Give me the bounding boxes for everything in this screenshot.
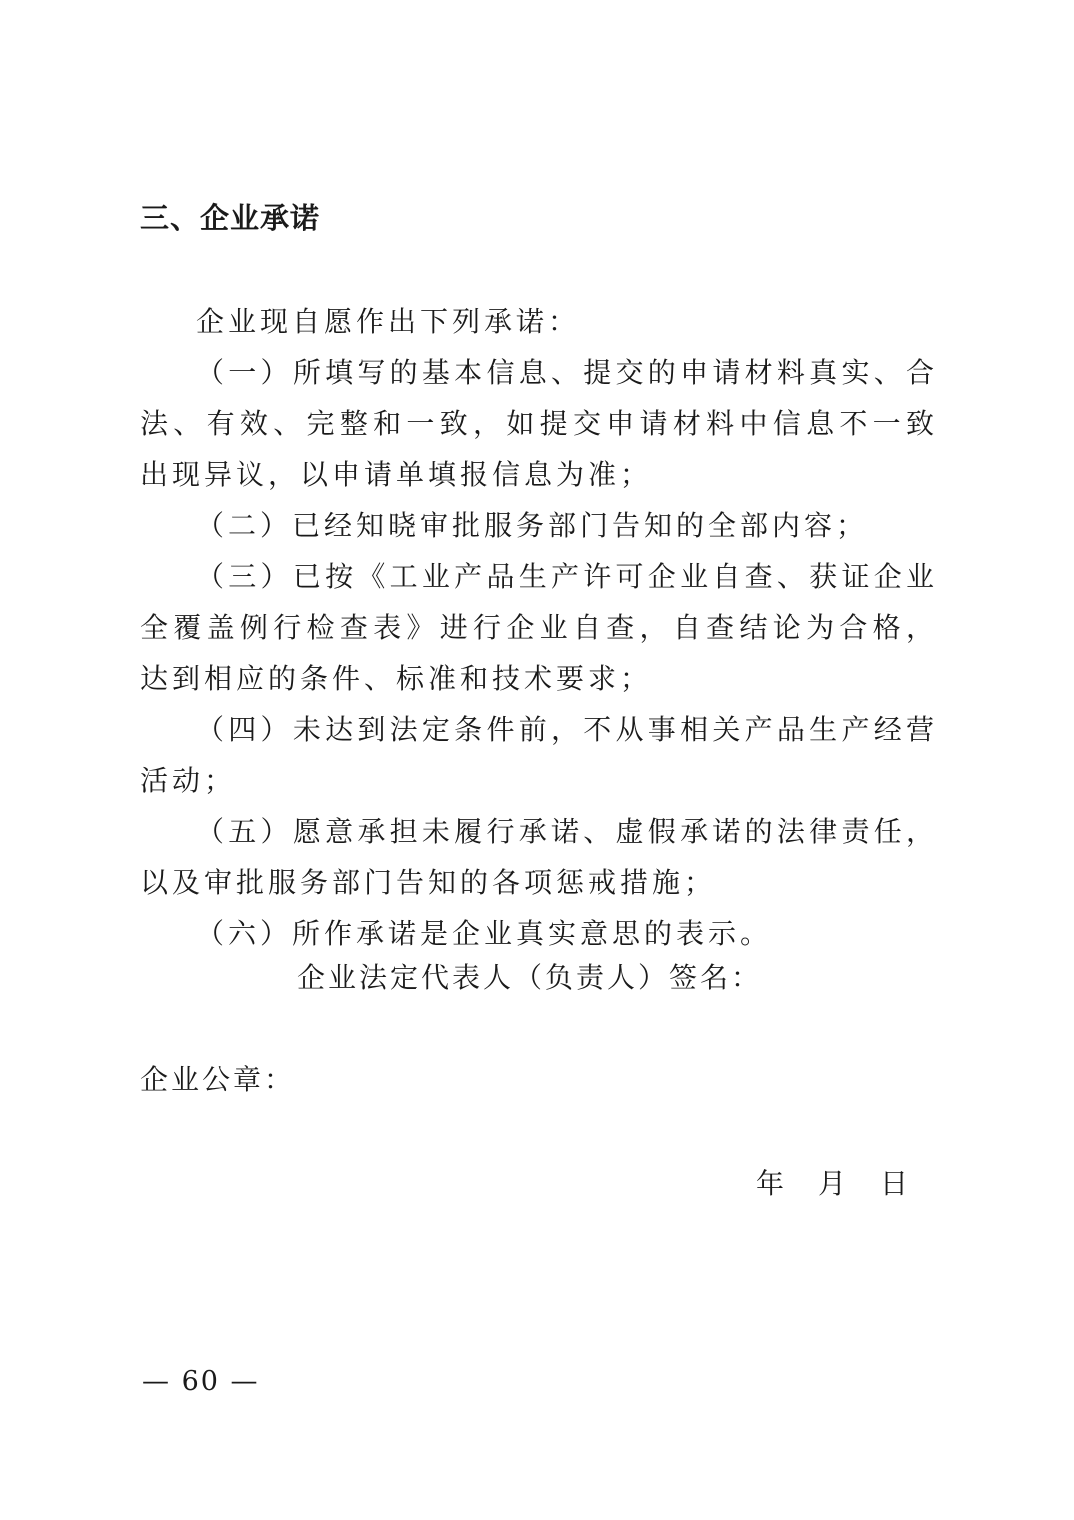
commitment-item-4: （四）未达到法定条件前，不从事相关产品生产经营活动； bbox=[140, 713, 938, 797]
date-line bbox=[756, 1162, 908, 1202]
section-title: 三、企业承诺 bbox=[140, 201, 321, 235]
commitment-item-2: （二）已经知晓审批服务部门告知的全部内容； bbox=[196, 509, 869, 542]
page-number: — 60 — bbox=[142, 1366, 260, 1397]
commitment-item-6: （六）所作承诺是企业真实意思的表示。 bbox=[196, 917, 773, 950]
date-month: 月 bbox=[818, 1167, 847, 1200]
commitment-body bbox=[140, 296, 938, 959]
commitment-item-3: （三）已按《工业产品生产许可企业自查、获证企业全覆盖例行检查表》进行企业自查，自查结论为合格，达到相应的条件、标准和技术要求； bbox=[140, 560, 938, 695]
company-seal-label: 企业公章： bbox=[140, 1063, 296, 1096]
date-day: 日 bbox=[880, 1167, 909, 1200]
commitment-item-1: （一）所填写的基本信息、提交的申请材料真实、合法、有效、完整和一致，如提交申请材料中信息不一致出现异议，以申请单填报信息为准； bbox=[140, 356, 938, 491]
commitment-intro: 企业现自愿作出下列承诺： bbox=[196, 305, 581, 338]
date-year: 年 bbox=[756, 1167, 785, 1200]
legal-representative-signature-label: 企业法定代表人（负责人）签名： bbox=[297, 961, 763, 994]
commitment-item-5: （五）愿意承担未履行承诺、虚假承诺的法律责任，以及审批服务部门告知的各项惩戒措施； bbox=[140, 815, 938, 899]
